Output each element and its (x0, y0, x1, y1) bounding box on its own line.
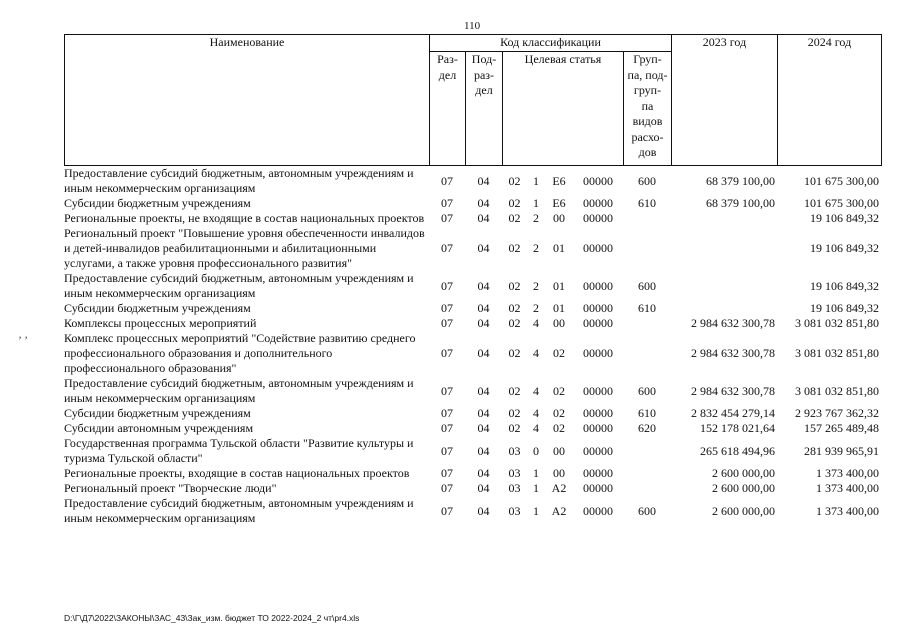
row-podrazdel: 04 (477, 481, 490, 495)
row-razdel: 07 (441, 503, 453, 518)
row-value-2023: 152 178 021,64 (700, 421, 775, 435)
row-value-2024: 281 939 965,91 (804, 443, 879, 458)
row-name: Предоставление субсидий бюджетным, автономным учреждениям и иным некоммерческим организациям (64, 496, 414, 525)
row-name: Предоставление субсидий бюджетным, автономным учреждениям и иным некоммерческим организациям (64, 166, 414, 195)
row-cel-2: 4 (533, 383, 539, 398)
row-value-2024: 1 373 400,00 (816, 466, 879, 480)
table-row (64, 421, 881, 436)
row-name: Субсидии бюджетным учреждениям (64, 196, 251, 210)
row-cel-4: 00000 (583, 278, 613, 293)
row-cel-1: 03 (508, 443, 521, 458)
row-podrazdel: 04 (477, 406, 490, 420)
row-name: Субсидии бюджетным учреждениям (64, 301, 251, 315)
row-cel-1: 03 (508, 481, 521, 495)
row-cel-3: 01 (553, 278, 565, 293)
row-cel-4: 00000 (583, 346, 613, 360)
table-row (64, 466, 881, 481)
row-gruppa (623, 481, 671, 496)
row-cel-2: 2 (533, 211, 539, 225)
row-podrazdel: 04 (477, 346, 490, 360)
row-cel-1: 02 (508, 383, 521, 398)
row-cel-3: А2 (551, 503, 567, 518)
row-cel-3: Е6 (552, 173, 566, 188)
row-razdel: 07 (441, 173, 453, 188)
row-value-2023 (671, 301, 777, 316)
row-value-2024: 19 106 849,32 (810, 278, 879, 293)
row-razdel: 07 (441, 211, 453, 225)
row-cel-2: 2 (533, 241, 539, 255)
row-value-2023: 2 600 000,00 (712, 481, 775, 495)
table-row (64, 331, 881, 376)
row-gruppa (623, 316, 671, 331)
row-value-2024: 19 106 849,32 (810, 301, 879, 315)
row-name: Региональные проекты, входящие в состав национальных проектов (64, 466, 410, 480)
row-cel-3: 02 (553, 383, 565, 398)
row-podrazdel: 04 (477, 196, 490, 210)
row-cel-1: 02 (508, 211, 521, 225)
row-gruppa (623, 211, 671, 226)
table-row (64, 301, 881, 316)
row-gruppa: 610 (638, 196, 656, 210)
row-cel-2: 1 (533, 196, 539, 210)
row-value-2024: 3 081 032 851,80 (795, 383, 879, 398)
table-row (64, 226, 881, 271)
row-cel-4: 00000 (583, 211, 613, 225)
row-name: Субсидии автономным учреждениям (64, 421, 254, 435)
row-gruppa (623, 226, 671, 271)
row-name: Предоставление субсидий бюджетным, автономным учреждениям и иным некоммерческим организациям (64, 271, 414, 300)
row-razdel: 07 (441, 406, 453, 420)
row-cel-3: 00 (553, 443, 565, 458)
row-cel-4: 00000 (583, 466, 613, 480)
row-cel-3: 02 (553, 421, 565, 435)
row-podrazdel: 04 (477, 503, 490, 518)
row-name: Региональный проект "Творческие люди" (64, 481, 277, 495)
table-row (64, 316, 881, 331)
row-cel-3: 02 (553, 346, 565, 360)
row-cel-3: 01 (553, 301, 565, 315)
row-cel-4: 00000 (583, 316, 613, 330)
page-number: 110 (464, 20, 481, 32)
row-value-2024: 3 081 032 851,80 (795, 346, 879, 360)
table-row (64, 436, 881, 466)
row-cel-1: 02 (508, 346, 521, 360)
row-cel-1: 02 (508, 241, 521, 255)
row-cel-1: 02 (508, 421, 521, 435)
table-row (64, 376, 881, 406)
row-cel-2: 4 (533, 316, 539, 330)
row-value-2023: 2 984 632 300,78 (691, 346, 775, 360)
header-celevaya: Целевая статья (503, 52, 624, 166)
header-gruppa: Груп- па, под- груп- па видов расхо- дов (624, 52, 672, 166)
row-razdel: 07 (441, 383, 453, 398)
row-podrazdel: 04 (477, 316, 490, 330)
table-row (64, 166, 881, 196)
row-gruppa: 610 (638, 301, 656, 315)
row-gruppa: 600 (638, 278, 656, 293)
row-name: Региональный проект "Повышение уровня обеспеченности инвалидов и детей-инвалидов реабилитационными и абилитационными услугами, а также уровня профессионального развития" (64, 226, 425, 270)
row-podrazdel: 04 (477, 421, 490, 435)
row-gruppa: 600 (638, 503, 656, 518)
row-cel-1: 02 (508, 406, 521, 420)
row-cel-2: 2 (533, 301, 539, 315)
table-row (64, 271, 881, 301)
row-podrazdel: 04 (477, 173, 490, 188)
row-cel-2: 0 (533, 443, 539, 458)
row-value-2023: 2 984 632 300,78 (691, 383, 775, 398)
row-cel-4: 00000 (583, 301, 613, 315)
row-cel-1: 02 (508, 196, 521, 210)
row-podrazdel: 04 (477, 443, 490, 458)
row-cel-2: 4 (533, 421, 539, 435)
row-podrazdel: 04 (477, 241, 490, 255)
row-cel-4: 00000 (583, 241, 613, 255)
row-gruppa (623, 466, 671, 481)
row-value-2024: 19 106 849,32 (810, 241, 879, 255)
row-cel-1: 03 (508, 466, 521, 480)
row-value-2023: 2 600 000,00 (712, 466, 775, 480)
row-value-2023: 2 600 000,00 (712, 503, 775, 518)
table-body (64, 166, 881, 526)
row-cel-2: 1 (533, 481, 539, 495)
table-row (64, 196, 881, 211)
row-gruppa: 620 (638, 421, 656, 435)
row-cel-3: 00 (553, 466, 565, 480)
row-razdel: 07 (441, 481, 453, 495)
row-value-2024: 101 675 300,00 (804, 173, 879, 188)
row-razdel: 07 (441, 346, 453, 360)
row-gruppa (623, 331, 671, 376)
row-value-2023: 68 379 100,00 (706, 173, 775, 188)
margin-mark: ’ ’ (18, 333, 29, 347)
row-razdel: 07 (441, 421, 453, 435)
row-cel-1: 03 (508, 503, 521, 518)
row-podrazdel: 04 (477, 211, 490, 225)
row-cel-2: 4 (533, 346, 539, 360)
row-value-2023: 2 984 632 300,78 (691, 316, 775, 330)
row-cel-3: 00 (553, 316, 565, 330)
row-cel-1: 02 (508, 301, 521, 315)
row-gruppa: 610 (638, 406, 656, 420)
row-name: Государственная программа Тульской области "Развитие культуры и туризма Тульской области" (64, 436, 414, 465)
row-razdel: 07 (441, 196, 453, 210)
row-razdel: 07 (441, 443, 453, 458)
row-razdel: 07 (441, 316, 453, 330)
header-2023: 2023 год (672, 35, 778, 166)
row-cel-1: 02 (508, 316, 521, 330)
row-cel-2: 1 (533, 173, 539, 188)
row-razdel: 07 (441, 278, 453, 293)
row-value-2024: 101 675 300,00 (804, 196, 879, 210)
row-cel-4: 00000 (583, 196, 613, 210)
row-value-2024: 157 265 489,48 (804, 421, 879, 435)
row-cel-1: 02 (508, 173, 521, 188)
row-name: Предоставление субсидий бюджетным, автономным учреждениям и иным некоммерческим организациям (64, 376, 414, 405)
row-value-2023 (671, 271, 777, 301)
row-value-2024: 3 081 032 851,80 (795, 316, 879, 330)
row-name: Субсидии бюджетным учреждениям (64, 406, 251, 420)
row-podrazdel: 04 (477, 301, 490, 315)
row-name: Региональные проекты, не входящие в состав национальных проектов (64, 211, 425, 225)
table-header (64, 34, 882, 166)
row-value-2024: 1 373 400,00 (816, 503, 879, 518)
header-code: Код классификации (430, 35, 672, 52)
row-value-2023 (671, 226, 777, 271)
row-razdel: 07 (441, 301, 453, 315)
row-cel-2: 1 (533, 503, 539, 518)
row-cel-4: 00000 (583, 481, 613, 495)
row-value-2024: 19 106 849,32 (810, 211, 879, 225)
row-cel-3: 00 (553, 211, 565, 225)
row-cel-2: 2 (533, 278, 539, 293)
row-name: Комплекс процессных мероприятий "Содействие развитию среднего профессионального образования и дополнительного профессионального образования" (64, 331, 416, 375)
row-value-2024: 2 923 767 362,32 (795, 406, 879, 420)
row-cel-2: 4 (533, 406, 539, 420)
row-gruppa: 600 (638, 173, 656, 188)
header-2024: 2024 год (778, 35, 882, 166)
row-value-2024: 1 373 400,00 (816, 481, 879, 495)
row-cel-1: 02 (508, 278, 521, 293)
row-cel-4: 00000 (583, 443, 613, 458)
table-row (64, 406, 881, 421)
row-cel-4: 00000 (583, 503, 613, 518)
table-row (64, 496, 881, 526)
row-cel-4: 00000 (583, 173, 613, 188)
row-cel-2: 1 (533, 466, 539, 480)
row-cel-3: Е6 (552, 196, 566, 210)
row-razdel: 07 (441, 466, 453, 480)
table-row (64, 481, 881, 496)
row-cel-3: 02 (553, 406, 565, 420)
header-podrazdel: Под- раз- дел (466, 52, 503, 166)
table-row (64, 211, 881, 226)
row-value-2023: 265 618 494,96 (700, 443, 775, 458)
header-name: Наименование (65, 35, 430, 166)
row-name: Комплексы процессных мероприятий (64, 316, 257, 330)
row-cel-4: 00000 (583, 421, 613, 435)
row-value-2023 (671, 211, 777, 226)
row-cel-3: 01 (553, 241, 565, 255)
row-value-2023: 68 379 100,00 (706, 196, 775, 210)
row-podrazdel: 04 (477, 383, 490, 398)
row-cel-3: А2 (551, 481, 567, 495)
row-gruppa: 600 (638, 383, 656, 398)
row-podrazdel: 04 (477, 466, 490, 480)
row-cel-4: 00000 (583, 406, 613, 420)
header-razdel: Раз- дел (430, 52, 466, 166)
row-gruppa (623, 436, 671, 466)
row-cel-4: 00000 (583, 383, 613, 398)
row-razdel: 07 (441, 241, 453, 255)
footer-file-path: D:\Г\Д7\2022\ЗАКОНЫ\ЗАС_43\Зак_изм. бюджет ТО 2022-2024_2 чт\pr4.xls (64, 613, 360, 623)
row-value-2023: 2 832 454 279,14 (691, 406, 775, 420)
row-podrazdel: 04 (477, 278, 490, 293)
